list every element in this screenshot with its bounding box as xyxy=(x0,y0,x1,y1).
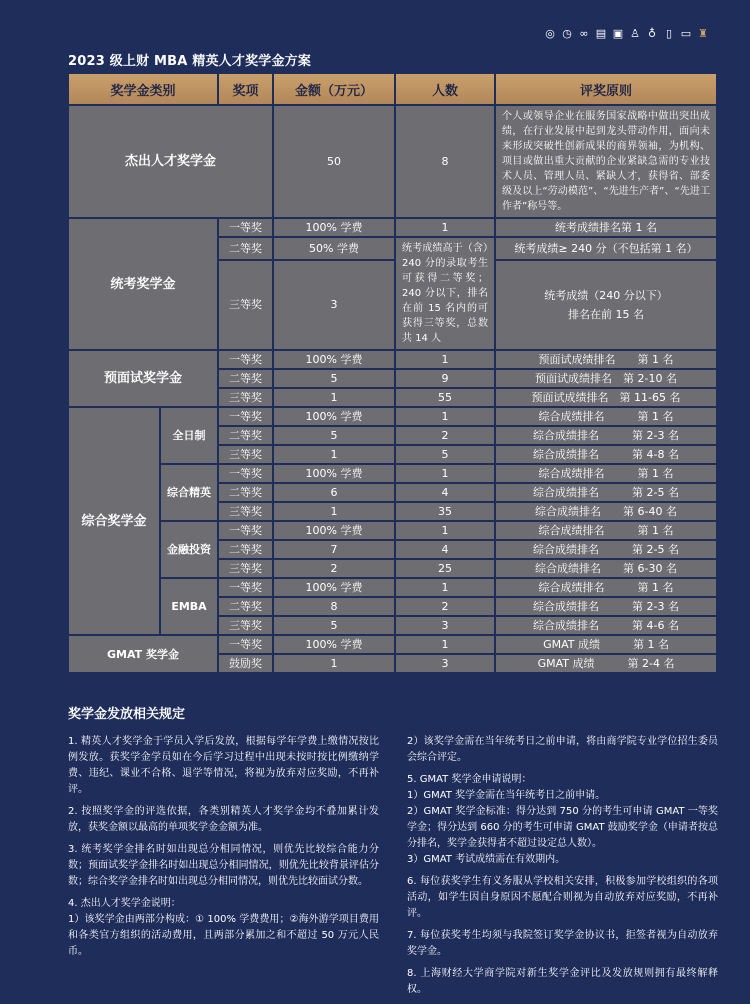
unified-rule-1: 统考成绩排名第 1 名 xyxy=(496,219,716,236)
rule-paragraph: 4. 杰出人才奖学金说明： xyxy=(68,898,181,909)
trophy-icon: ♜ xyxy=(698,27,708,40)
gmat-count-1: 1 xyxy=(396,636,494,653)
comp-amount: 100% 学费 xyxy=(274,522,394,539)
laptop-icon: ▭ xyxy=(680,27,692,40)
group-fulltime: 全日制 xyxy=(161,408,217,463)
comp-award: 三等奖 xyxy=(219,446,272,463)
outstanding-count: 8 xyxy=(396,106,494,217)
glasses-icon: ∞ xyxy=(579,27,589,40)
gmat-award-2: 鼓励奖 xyxy=(219,655,272,672)
gmat-count-2: 3 xyxy=(396,655,494,672)
comp-award: 二等奖 xyxy=(219,541,272,558)
comp-count: 5 xyxy=(396,446,494,463)
comp-rule: 综合成绩排名 第 4-8 名 xyxy=(496,446,716,463)
comp-rule: 综合成绩排名 第 1 名 xyxy=(496,579,716,596)
comp-amount: 1 xyxy=(274,446,394,463)
comp-count: 3 xyxy=(396,617,494,634)
comp-count: 25 xyxy=(396,560,494,577)
certificate-icon: ▣ xyxy=(612,27,624,40)
target-icon: ◎ xyxy=(545,27,555,40)
comp-rule: 综合成绩排名 第 1 名 xyxy=(496,408,716,425)
preint-count-1: 1 xyxy=(396,351,494,368)
comp-award: 三等奖 xyxy=(219,617,272,634)
comp-amount: 6 xyxy=(274,484,394,501)
unified-rule-3: 统考成绩（240 分以下） 排名在前 15 名 xyxy=(496,261,716,349)
comp-amount: 100% 学费 xyxy=(274,408,394,425)
unified-amount-2: 50% 学费 xyxy=(274,238,394,259)
rule-paragraph: 2. 按照奖学金的评选依据，各类别精英人才奖学金均不叠加累计发放，获奖金额以最高的单项奖学金金额为准。 xyxy=(68,806,379,833)
preint-award-1: 一等奖 xyxy=(219,351,272,368)
comp-amount: 2 xyxy=(274,560,394,577)
comp-count: 1 xyxy=(396,408,494,425)
comp-amount: 5 xyxy=(274,427,394,444)
comp-award: 一等奖 xyxy=(219,408,272,425)
unified-award-2: 二等奖 xyxy=(219,238,272,259)
rule-paragraph: 1. 精英人才奖学金于学员入学后发放，根据每学年学费上缴情况按比例发放。获奖学金学员如在今后学习过程中出现未按时按比例缴纳学费、违纪、课业不合格、退学等情况，将视为放弃对应奖励，不再补评。 xyxy=(68,736,379,795)
gmat-amount-2: 1 xyxy=(274,655,394,672)
comp-award: 三等奖 xyxy=(219,503,272,520)
comp-award: 二等奖 xyxy=(219,427,272,444)
comp-award: 三等奖 xyxy=(219,560,272,577)
comp-amount: 5 xyxy=(274,617,394,634)
rule-paragraph: 6. 每位获奖学生有义务服从学校相关安排，积极参加学校组织的各项活动，如学生因自身原因不愿配合则视为自动放弃对应奖励，不再补评。 xyxy=(407,876,718,919)
preint-count-3: 55 xyxy=(396,389,494,406)
scholarship-table xyxy=(67,72,718,674)
header-rule: 评奖原则 xyxy=(496,74,716,104)
unified-award-1: 一等奖 xyxy=(219,219,272,236)
header-category: 奖学金类别 xyxy=(69,74,217,104)
preint-rule-2: 预面试成绩排名 第 2-10 名 xyxy=(496,370,716,387)
comp-award: 二等奖 xyxy=(219,598,272,615)
preint-award-2: 二等奖 xyxy=(219,370,272,387)
group-finance: 金融投资 xyxy=(161,522,217,577)
book-icon: ▤ xyxy=(595,27,607,40)
group-elite: 综合精英 xyxy=(161,465,217,520)
rule-paragraph: 8. 上海财经大学商学院对新生奖学金评比及发放规则拥有最终解释权。 xyxy=(407,968,718,995)
gmat-rule-2: GMAT 成绩 第 2-4 名 xyxy=(496,655,716,672)
group-emba: EMBA xyxy=(161,579,217,634)
comp-award: 一等奖 xyxy=(219,579,272,596)
icon-strip xyxy=(543,26,710,41)
rules-section xyxy=(68,703,718,1004)
comp-count: 35 xyxy=(396,503,494,520)
header-award: 奖项 xyxy=(219,74,272,104)
comp-rule: 综合成绩排名 第 2-3 名 xyxy=(496,598,716,615)
comp-rule: 综合成绩排名 第 1 名 xyxy=(496,465,716,482)
flask-icon: ♁ xyxy=(647,27,657,40)
gmat-amount-1: 100% 学费 xyxy=(274,636,394,653)
rule-paragraph: 1）该奖学金由两部分构成：① 100% 学费费用；②海外游学项目费用和各类官方组织的活动费用，且两部分累加之和不超过 50 万元人民币。 xyxy=(68,914,379,957)
outstanding-rule: 个人或领导企业在服务国家战略中做出突出成绩，在行业发展中起到龙头带动作用，面向未来形成突破性创新成果的商界领袖，为机构、项目或做出重大贡献的企业紧缺急需的专业技术人员、管理人员、紧缺人才，获得省、部委级及以上“劳动模范”、“先进生产者”、“先进工作者”称号等。 xyxy=(496,106,716,217)
unified-amount-3: 3 xyxy=(274,261,394,349)
preint-count-2: 9 xyxy=(396,370,494,387)
rule-paragraph: 3. 统考奖学金排名时如出现总分相同情况，则优先比较综合能力分数；预面试奖学金排名时如出现总分相同情况，则优先比较背景评估分数；综合奖学金排名时如出现总分相同情况，则优先比较面试分数。 xyxy=(68,844,379,887)
category-outstanding: 杰出人才奖学金 xyxy=(69,106,272,217)
comp-rule: 综合成绩排名 第 2-3 名 xyxy=(496,427,716,444)
gmat-rule-1: GMAT 成绩 第 1 名 xyxy=(496,636,716,653)
rules-left-column xyxy=(68,734,379,1004)
rules-title: 奖学金发放相关规定 xyxy=(68,707,186,722)
header-amount: 金额（万元） xyxy=(274,74,394,104)
preint-rule-3: 预面试成绩排名 第 11-65 名 xyxy=(496,389,716,406)
category-preinterview: 预面试奖学金 xyxy=(69,351,217,406)
unified-count-1: 1 xyxy=(396,219,494,236)
comp-rule: 综合成绩排名 第 2-5 名 xyxy=(496,484,716,501)
comp-amount: 8 xyxy=(274,598,394,615)
unified-count-note: 统考成绩高于（含）240 分的录取考生可获得二等奖；240 分以下，排名在前 15 名内的可获得三等奖，总数共 14 人 xyxy=(396,238,494,349)
outstanding-amount: 50 xyxy=(274,106,394,217)
comp-count: 2 xyxy=(396,427,494,444)
comp-rule: 综合成绩排名 第 6-30 名 xyxy=(496,560,716,577)
comp-rule: 综合成绩排名 第 2-5 名 xyxy=(496,541,716,558)
comp-count: 4 xyxy=(396,541,494,558)
clock-icon: ◷ xyxy=(562,27,572,40)
header-count: 人数 xyxy=(396,74,494,104)
unified-rule-2: 统考成绩≥ 240 分（不包括第 1 名） xyxy=(496,238,716,259)
rule-paragraph: 5. GMAT 奖学金申请说明： 1）GMAT 奖学金需在当年统考日之前申请。 2）GMAT 奖学金标准：得分达到 750 分的考生可申请 GMAT 一等奖学金；得分达到 660 分的考生可申请 GMAT 鼓励奖学金（申请者按总分排名，奖学金获得者不超过设定总人数）。 3）GMAT 考试成绩需在有效期内。 xyxy=(407,774,718,865)
comp-rule: 综合成绩排名 第 4-6 名 xyxy=(496,617,716,634)
preint-amount-1: 100% 学费 xyxy=(274,351,394,368)
comp-amount: 100% 学费 xyxy=(274,465,394,482)
comp-count: 2 xyxy=(396,598,494,615)
comp-count: 1 xyxy=(396,579,494,596)
document-icon: ▯ xyxy=(665,27,673,40)
comp-count: 4 xyxy=(396,484,494,501)
comp-award: 二等奖 xyxy=(219,484,272,501)
page-title: 2023 级上财 MBA 精英人才奖学金方案 xyxy=(68,54,312,69)
rules-right-column xyxy=(407,734,718,1004)
microscope-icon: ♙ xyxy=(630,27,640,40)
comp-amount: 1 xyxy=(274,503,394,520)
category-comprehensive: 综合奖学金 xyxy=(69,408,159,634)
rule-paragraph: 7. 每位获奖考生均须与我院签订奖学金协议书，拒签者视为自动放弃奖学金。 xyxy=(407,930,718,957)
comp-count: 1 xyxy=(396,465,494,482)
category-gmat: GMAT 奖学金 xyxy=(69,636,217,672)
comp-rule: 综合成绩排名 第 6-40 名 xyxy=(496,503,716,520)
comp-award: 一等奖 xyxy=(219,522,272,539)
comp-amount: 7 xyxy=(274,541,394,558)
comp-award: 一等奖 xyxy=(219,465,272,482)
preint-rule-1: 预面试成绩排名 第 1 名 xyxy=(496,351,716,368)
category-unified: 统考奖学金 xyxy=(69,219,217,349)
comp-count: 1 xyxy=(396,522,494,539)
preint-amount-2: 5 xyxy=(274,370,394,387)
unified-amount-1: 100% 学费 xyxy=(274,219,394,236)
preint-amount-3: 1 xyxy=(274,389,394,406)
comp-rule: 综合成绩排名 第 1 名 xyxy=(496,522,716,539)
comp-amount: 100% 学费 xyxy=(274,579,394,596)
rule-paragraph: 2）该奖学金需在当年统考日之前申请，将由商学院专业学位招生委员会综合评定。 xyxy=(407,736,718,763)
unified-award-3: 三等奖 xyxy=(219,261,272,349)
preint-award-3: 三等奖 xyxy=(219,389,272,406)
gmat-award-1: 一等奖 xyxy=(219,636,272,653)
